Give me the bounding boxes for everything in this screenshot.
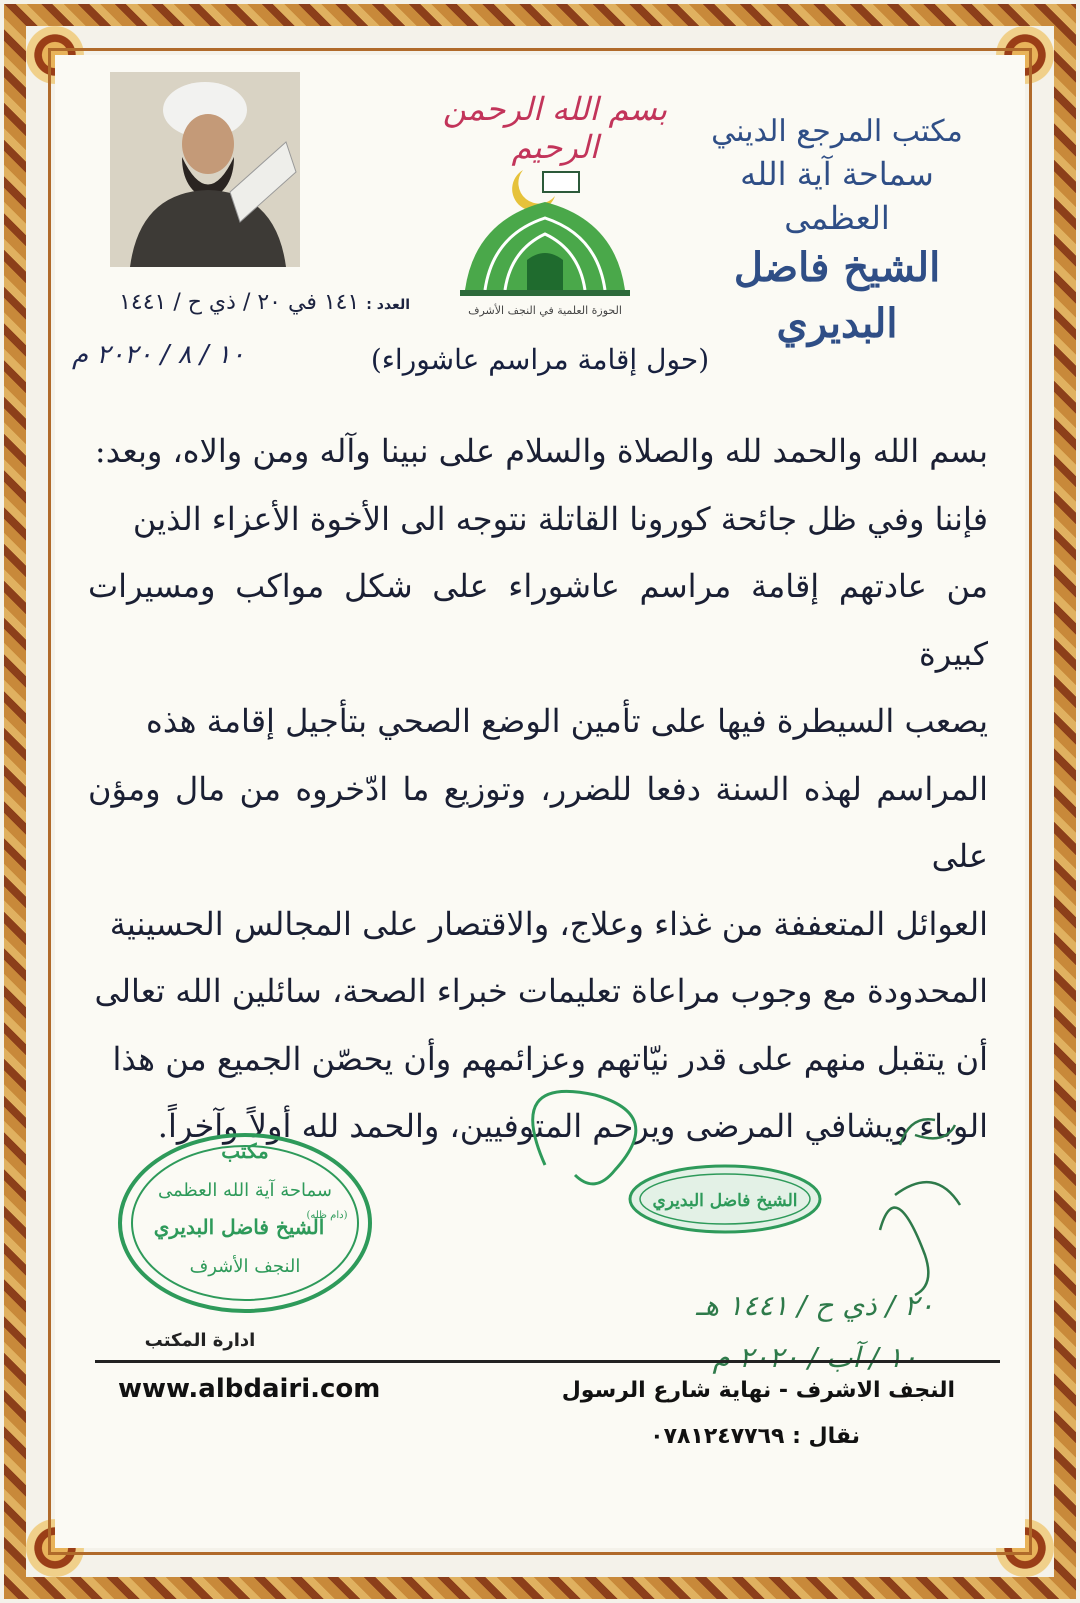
body-line: المحدودة مع وجوب مراعاة تعليمات خبراء الصحة، سائلين الله تعالى <box>94 972 988 1010</box>
portrait-photo <box>110 72 300 267</box>
body-line: الوباء ويشافي المرضى ويرحم المتوفيين، والحمد لله أولاً وآخراً. <box>157 1107 988 1145</box>
handwritten-date: ١٠ / ٨ / ٢٠٢٠ م <box>72 340 245 370</box>
body-line: من عادتهم إقامة مراسم عاشوراء على شكل مواكب ومسيرات كبيرة <box>88 567 988 673</box>
letter-title: (حول إقامة مراسم عاشوراء) <box>370 343 710 376</box>
body-line: العوائل المتعففة من غذاء وعلاج، والاقتصار على المجالس الحسينية <box>109 904 988 943</box>
seal-text: النجف الأشرف <box>189 1256 301 1277</box>
reference-number <box>110 290 410 315</box>
logo-caption: الحوزة العلمية في النجف الأشرف <box>468 304 622 317</box>
office-line-1: مكتب المرجع الديني <box>711 114 963 149</box>
basmala: بسم الله الرحمن الرحيم <box>442 90 668 166</box>
website-link[interactable]: www.albdairi.com <box>118 1374 381 1404</box>
seal-text: سماحة آية الله العظمى <box>157 1180 333 1201</box>
office-admin-label: ادارة المكتب <box>144 1330 256 1351</box>
seal-text: الشيخ فاضل البديري <box>153 1215 325 1239</box>
number-value: ١٤١ في ٢٠ / ذي ح / ١٤٤١ <box>119 290 360 315</box>
phone-number: ٠٧٨١٢٤٧٧٦٩ <box>650 1424 785 1449</box>
seal-text: مكتب <box>221 1139 269 1163</box>
body-line: يصعب السيطرة فيها على تأمين الوضع الصحي بتأجيل إقامة هذه <box>146 702 988 740</box>
number-label: العدد : <box>366 297 410 313</box>
footer-divider <box>95 1360 1000 1363</box>
footer-address: النجف الاشرف - نهاية شارع الرسول <box>561 1378 955 1403</box>
body-line: أن يتقبل منهم على قدر نيّاتهم وعزائمهم وأن يحصّن الجميع من هذا <box>112 1039 988 1078</box>
body-line: المراسم لهذه السنة دفعا للضرر، وتوزيع ما ادّخروه من مال ومؤن على <box>88 769 989 875</box>
office-line-2: سماحة آية الله العظمى <box>740 155 934 237</box>
office-header <box>702 112 972 352</box>
phone-label: نقال : <box>792 1424 860 1449</box>
book-icon <box>543 172 579 192</box>
seal-right-text: الشيخ فاضل البديري <box>652 1191 798 1211</box>
footer-phone <box>650 1424 860 1449</box>
office-seal-right <box>625 1162 825 1237</box>
body-line: بسم الله والحمد لله والصلاة والسلام على نبينا وآله ومن والاه، وبعد: <box>94 432 988 470</box>
office-line-3: الشيخ فاضل البديري <box>733 244 941 347</box>
body-line: فإننا وفي ظل جائحة كورونا القاتلة نتوجه الى الأخوة الأعزاء الذين <box>132 499 988 538</box>
office-seal-left <box>115 1128 375 1318</box>
seal-text: (دام ظله) <box>306 1210 348 1221</box>
letter-body <box>88 418 988 1161</box>
signature-date-gregorian: ١٠ / آب / ٢٠٢٠ م <box>712 1341 918 1374</box>
hawza-logo <box>445 150 645 330</box>
signature-date-hijri: ٢٠ / ذي ح / ١٤٤١ هـ <box>696 1289 934 1322</box>
